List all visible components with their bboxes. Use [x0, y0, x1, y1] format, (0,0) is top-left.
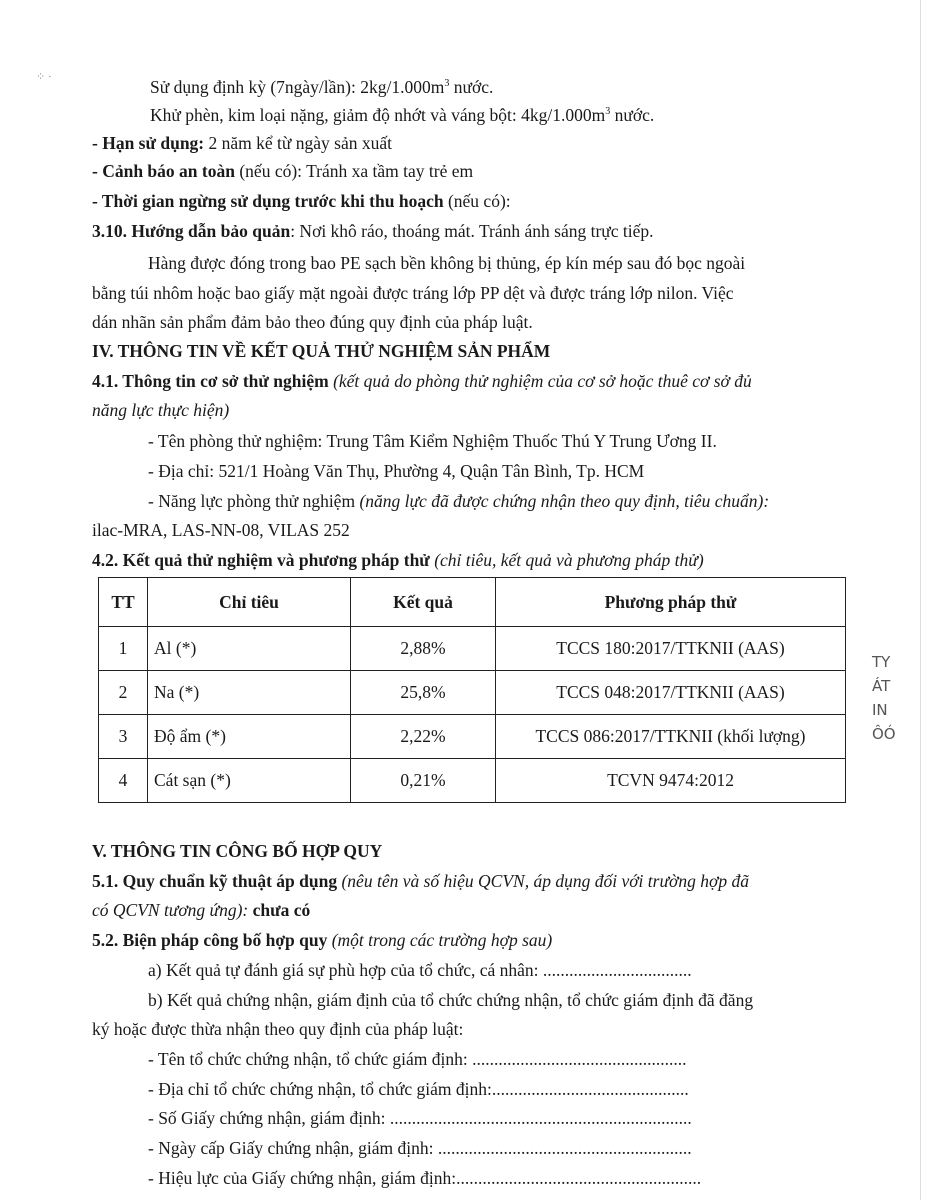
safety-warning: - Cảnh báo an toàn (nếu có): Tránh xa tầm tay trẻ em — [92, 161, 474, 181]
lab-capacity: - Năng lực phòng thử nghiệm (năng lực đã được chứng nhận theo quy định, tiêu chuẩn): — [148, 491, 770, 511]
page-edge — [920, 0, 921, 1200]
storage-para-2: bằng túi nhôm hoặc bao giấy mặt ngoài được tráng lớp PP dệt và được tráng lớp nilon. Việc — [92, 283, 734, 303]
usage-periodic: Sử dụng định kỳ (7ngày/lần): $2kg/1.000m^3$ nước. — [150, 77, 494, 97]
results-table — [98, 577, 846, 803]
cert-date: - Ngày cấp Giấy chứng nhận, giám định: .......................................................... — [148, 1138, 692, 1158]
cell-method: TCCS 180:2017/TTKNII (AAS) — [496, 627, 846, 671]
option-b-cont: ký hoặc được thừa nhận theo quy định của pháp luật: — [92, 1019, 464, 1039]
table-row — [99, 715, 846, 759]
storage-heading: 3.10. Hướng dẫn bảo quản: Nơi khô ráo, thoáng mát. Tránh ánh sáng trực tiếp. — [92, 221, 654, 241]
option-b: b) Kết quả chứng nhận, giám định của tổ chức chứng nhận, tổ chức giám định đã đăng — [148, 990, 754, 1010]
cell-criteria: Cát sạn (*) — [148, 759, 351, 803]
cell-method: TCCS 048:2017/TTKNII (AAS) — [496, 671, 846, 715]
cell-method: TCVN 9474:2012 — [496, 759, 846, 803]
storage-para-1: Hàng được đóng trong bao PE sạch bền không bị thủng, ép kín mép sau đó bọc ngoài — [148, 253, 746, 273]
section-5-1-value: có QCVN tương ứng): chưa có — [92, 900, 311, 920]
withdrawal-period: - Thời gian ngừng sử dụng trước khi thu hoạch (nếu có): — [92, 191, 511, 211]
cell-criteria: Na (*) — [148, 671, 351, 715]
section-4-title: IV. THÔNG TIN VỀ KẾT QUẢ THỬ NGHIỆM SẢN PHẨM — [92, 341, 551, 361]
section-4-1-heading: 4.1. Thông tin cơ sở thử nghiệm (kết quả do phòng thử nghiệm của cơ sở hoặc thuê cơ sở đủ — [92, 371, 752, 391]
shelf-life: - Hạn sử dụng: 2 năm kể từ ngày sản xuất — [92, 133, 392, 153]
col-header-criteria: Chỉ tiêu — [148, 578, 351, 627]
cert-org-name: - Tên tổ chức chứng nhận, tổ chức giám định: ................................................. — [148, 1049, 687, 1069]
cert-number: - Số Giấy chứng nhận, giám định: ..................................................................... — [148, 1108, 692, 1128]
cell-no: 3 — [99, 715, 148, 759]
table-row — [99, 759, 846, 803]
table-row — [99, 627, 846, 671]
cell-result: 2,22% — [351, 715, 496, 759]
section-4-1-note: năng lực thực hiện) — [92, 400, 230, 420]
lab-address: - Địa chỉ: 521/1 Hoàng Văn Thụ, Phường 4, Quận Tân Bình, Tp. HCM — [148, 461, 645, 481]
section-5-1-heading: 5.1. Quy chuẩn kỹ thuật áp dụng (nêu tên và số hiệu QCVN, áp dụng đối với trường hợp đã — [92, 871, 749, 891]
cert-org-address: - Địa chỉ tổ chức chứng nhận, tổ chức giám định:............................................. — [148, 1079, 689, 1099]
usage-alum: Khử phèn, kim loại nặng, giảm độ nhớt và váng bột: $4kg/1.000m^3$ nước. — [150, 105, 655, 125]
col-header-result: Kết quả — [351, 578, 496, 627]
cell-criteria: Độ ẩm (*) — [148, 715, 351, 759]
cell-no: 4 — [99, 759, 148, 803]
section-5-2-heading: 5.2. Biện pháp công bố hợp quy (một trong các trường hợp sau) — [92, 930, 553, 950]
section-5-title: V. THÔNG TIN CÔNG BỐ HỢP QUY — [92, 841, 383, 861]
margin-stamp: TY ÁT IN ÔÓ — [872, 653, 896, 743]
table-header-row — [99, 578, 846, 627]
cell-no: 1 — [99, 627, 148, 671]
lab-name: - Tên phòng thử nghiệm: Trung Tâm Kiểm Nghiệm Thuốc Thú Y Trung Ương II. — [148, 431, 717, 451]
cell-result: 0,21% — [351, 759, 496, 803]
col-header-method: Phương pháp thử — [496, 578, 846, 627]
col-header-no: TT — [99, 578, 148, 627]
cell-result: 2,88% — [351, 627, 496, 671]
section-4-2-heading: 4.2. Kết quả thử nghiệm và phương pháp thử (chỉ tiêu, kết quả và phương pháp thử) — [92, 550, 704, 570]
table-row — [99, 671, 846, 715]
lab-accreditation: ilac-MRA, LAS-NN-08, VILAS 252 — [92, 520, 350, 540]
cert-validity: - Hiệu lực của Giấy chứng nhận, giám định:........................................................ — [148, 1168, 702, 1188]
storage-para-3: dán nhãn sản phẩm đảm bảo theo đúng quy định của pháp luật. — [92, 312, 533, 332]
cell-result: 25,8% — [351, 671, 496, 715]
cell-method: TCCS 086:2017/TTKNII (khối lượng) — [496, 715, 846, 759]
scan-speck: ⁘ · — [36, 71, 52, 83]
option-a: a) Kết quả tự đánh giá sự phù hợp của tổ chức, cá nhân: .................................. — [148, 960, 692, 980]
cell-criteria: Al (*) — [148, 627, 351, 671]
cell-no: 2 — [99, 671, 148, 715]
